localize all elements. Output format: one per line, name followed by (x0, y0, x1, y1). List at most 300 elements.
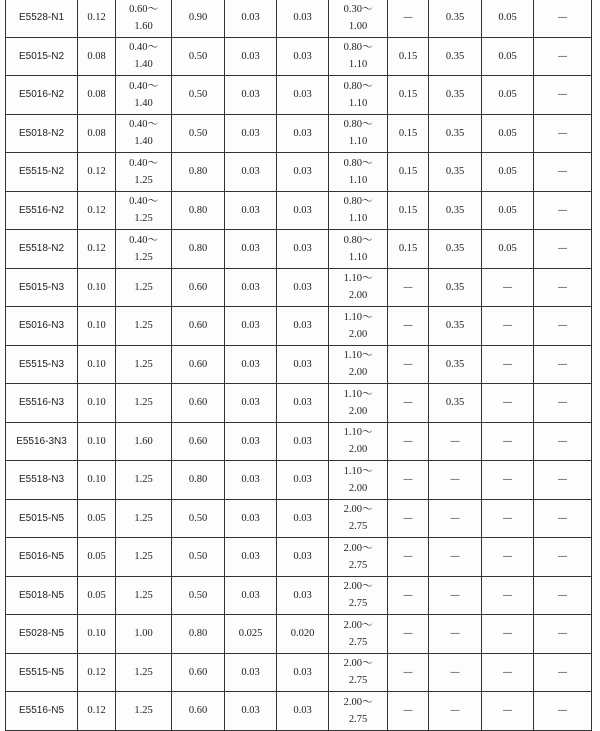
cell-si (172, 499, 225, 538)
range-upper-value: 1.40 (134, 97, 153, 109)
cell-c (78, 653, 116, 692)
cell-s (277, 461, 329, 500)
cell-value: 0.03 (293, 166, 312, 178)
cell-value: 0.35 (445, 166, 465, 178)
cell-cr (388, 230, 429, 269)
dash-mark: — (450, 474, 460, 486)
cell-value: 0.05 (87, 512, 106, 524)
cell-p (225, 307, 277, 346)
cell-grade (6, 307, 78, 346)
cell-v (482, 692, 534, 731)
cell-value: 0.020 (290, 628, 315, 640)
dash-mark: — (557, 89, 568, 101)
table-row (6, 268, 592, 307)
cell-value: 0.03 (241, 166, 260, 178)
cell-s (277, 345, 329, 384)
dash-mark: — (502, 474, 513, 486)
range-upper-value: 2.00 (348, 328, 368, 340)
dash-mark: — (403, 358, 413, 370)
dash-mark: — (403, 589, 413, 601)
dash-mark: — (403, 474, 413, 486)
cell-si (172, 615, 225, 654)
cell-si (172, 0, 225, 37)
table-row (6, 499, 592, 538)
cell-value: 0.03 (241, 705, 260, 717)
cell-value: 0.50 (188, 127, 208, 139)
range-lower-value: 2.00～ (343, 581, 373, 593)
cell-ni (329, 230, 388, 269)
cell-value: 1.25 (134, 320, 153, 332)
cell-grade (6, 461, 78, 500)
cell-grade (6, 114, 78, 153)
cell-v (482, 307, 534, 346)
cell-p (225, 268, 277, 307)
cell-grade (6, 153, 78, 192)
cell-c (78, 345, 116, 384)
cell-mn (116, 114, 172, 153)
dash-mark: — (450, 666, 460, 678)
cell-cr (388, 499, 429, 538)
cell-value: 0.80 (188, 474, 208, 486)
cell-si (172, 538, 225, 577)
cell-s (277, 576, 329, 615)
dash-mark: — (403, 512, 413, 524)
cell-p (225, 153, 277, 192)
cell-value: 0.03 (241, 666, 260, 678)
cell-si (172, 37, 225, 76)
range-upper-value: 1.10 (348, 136, 368, 148)
dash-mark: — (502, 358, 513, 370)
cell-mn (116, 345, 172, 384)
cell-ni (329, 653, 388, 692)
cell-value: E5528-N1 (18, 12, 65, 24)
cell-value: 0.05 (87, 589, 106, 601)
cell-value: 0.08 (87, 127, 106, 139)
cell-other (534, 615, 592, 654)
cell-value: E5015-N2 (18, 50, 65, 62)
cell-value: 0.60 (188, 705, 208, 717)
range-upper-value: 2.00 (348, 367, 368, 379)
cell-value: 0.03 (241, 397, 260, 409)
cell-value: 0.03 (293, 89, 312, 101)
range-lower-value: 1.10～ (343, 388, 373, 400)
cell-value: 0.10 (87, 358, 106, 370)
cell-grade (6, 499, 78, 538)
range-lower-value: 0.80～ (343, 196, 373, 208)
cell-other (534, 461, 592, 500)
range-upper-value: 2.75 (348, 598, 368, 610)
cell-value: E5515-N3 (18, 358, 65, 370)
cell-p (225, 191, 277, 230)
cell-c (78, 191, 116, 230)
cell-value: 0.35 (445, 358, 465, 370)
cell-value: 0.10 (87, 281, 106, 293)
cell-value: 0.35 (445, 127, 465, 139)
cell-c (78, 37, 116, 76)
dash-mark: — (450, 628, 460, 640)
cell-p (225, 114, 277, 153)
cell-value: E5516-3N3 (16, 435, 67, 447)
cell-value: E5515-N2 (18, 166, 65, 178)
dash-mark: — (557, 512, 568, 524)
cell-value: 0.80 (188, 628, 208, 640)
cell-grade (6, 692, 78, 731)
range-lower-value: 0.40～ (129, 42, 158, 54)
cell-cr (388, 76, 429, 115)
cell-p (225, 499, 277, 538)
cell-value: 0.60 (188, 397, 208, 409)
cell-s (277, 307, 329, 346)
cell-ni (329, 268, 388, 307)
cell-value: 0.03 (293, 127, 312, 139)
range-lower-value: 2.00～ (343, 542, 373, 554)
dash-mark: — (403, 705, 413, 717)
table-row (6, 576, 592, 615)
cell-value: 0.10 (87, 628, 106, 640)
cell-v (482, 461, 534, 500)
cell-p (225, 576, 277, 615)
cell-grade (6, 345, 78, 384)
cell-c (78, 0, 116, 37)
table-row (6, 538, 592, 577)
range-upper-value: 1.40 (134, 59, 153, 71)
dash-mark: — (450, 551, 460, 563)
cell-cr (388, 384, 429, 423)
dash-mark: — (557, 628, 568, 640)
cell-other (534, 191, 592, 230)
cell-value: 1.25 (134, 358, 153, 370)
cell-value: 0.60 (188, 435, 208, 447)
cell-value: 0.35 (445, 204, 465, 216)
cell-value: 0.80 (188, 243, 208, 255)
composition-table (5, 0, 592, 731)
cell-value: 0.35 (445, 243, 465, 255)
cell-si (172, 191, 225, 230)
cell-mo (429, 191, 482, 230)
cell-grade (6, 384, 78, 423)
cell-other (534, 114, 592, 153)
table-row (6, 153, 592, 192)
cell-other (534, 576, 592, 615)
cell-value: 1.25 (134, 589, 153, 601)
cell-cr (388, 0, 429, 37)
range-lower-value: 1.10～ (343, 350, 373, 362)
dash-mark: — (403, 320, 413, 332)
dash-mark: — (403, 628, 413, 640)
cell-value: E5516-N3 (18, 397, 65, 409)
cell-value: 1.60 (134, 435, 153, 447)
dash-mark: — (450, 589, 460, 601)
table-row (6, 692, 592, 731)
cell-mn (116, 461, 172, 500)
cell-p (225, 692, 277, 731)
cell-mn (116, 499, 172, 538)
cell-value: 0.35 (445, 397, 465, 409)
cell-grade (6, 538, 78, 577)
cell-value: E5016-N2 (18, 89, 65, 101)
dash-mark: — (557, 50, 568, 62)
range-lower-value: 2.00～ (343, 658, 373, 670)
cell-value: 0.50 (188, 50, 208, 62)
cell-s (277, 114, 329, 153)
cell-value: 0.05 (498, 50, 517, 62)
table-row (6, 384, 592, 423)
cell-s (277, 268, 329, 307)
cell-mo (429, 461, 482, 500)
range-upper-value: 2.75 (348, 521, 368, 533)
cell-c (78, 422, 116, 461)
cell-si (172, 384, 225, 423)
cell-mn (116, 692, 172, 731)
cell-grade (6, 653, 78, 692)
cell-mo (429, 0, 482, 37)
cell-value: 0.12 (87, 12, 106, 24)
dash-mark: — (502, 589, 513, 601)
range-upper-value: 2.00 (348, 290, 368, 302)
table-row (6, 345, 592, 384)
cell-value: 0.03 (293, 435, 312, 447)
cell-ni (329, 538, 388, 577)
cell-value: 0.60 (188, 281, 208, 293)
cell-value: 0.60 (188, 358, 208, 370)
cell-c (78, 268, 116, 307)
range-lower-value: 1.10～ (343, 427, 373, 439)
cell-value: E5016-N3 (18, 320, 65, 332)
range-upper-value: 1.25 (134, 174, 153, 186)
cell-value: 0.03 (241, 474, 260, 486)
dash-mark: — (502, 666, 513, 678)
cell-mn (116, 0, 172, 37)
range-upper-value: 1.40 (134, 136, 153, 148)
cell-value: 0.05 (498, 89, 517, 101)
dash-mark: — (403, 666, 413, 678)
dash-mark: — (502, 320, 513, 332)
cell-si (172, 76, 225, 115)
cell-value: 0.03 (241, 204, 260, 216)
cell-ni (329, 307, 388, 346)
cell-cr (388, 538, 429, 577)
cell-value: 1.25 (134, 474, 153, 486)
cell-grade (6, 0, 78, 37)
table-row (6, 37, 592, 76)
dash-mark: — (403, 397, 413, 409)
cell-s (277, 384, 329, 423)
range-upper-value: 2.00 (348, 482, 368, 494)
cell-ni (329, 76, 388, 115)
range-lower-value: 0.40～ (129, 119, 158, 131)
cell-value: 0.03 (293, 320, 312, 332)
cell-mo (429, 37, 482, 76)
cell-cr (388, 615, 429, 654)
cell-mn (116, 384, 172, 423)
cell-value: 0.50 (188, 551, 208, 563)
cell-ni (329, 153, 388, 192)
cell-value: 0.05 (498, 127, 517, 139)
cell-value: 0.10 (87, 474, 106, 486)
range-upper-value: 1.10 (348, 59, 368, 71)
cell-other (534, 422, 592, 461)
cell-value: 0.03 (293, 705, 312, 717)
cell-si (172, 653, 225, 692)
dash-mark: — (557, 474, 568, 486)
cell-mo (429, 653, 482, 692)
cell-value: 1.25 (134, 512, 153, 524)
cell-mo (429, 114, 482, 153)
cell-s (277, 191, 329, 230)
cell-value: 0.025 (238, 628, 263, 640)
cell-si (172, 692, 225, 731)
cell-cr (388, 692, 429, 731)
table-row (6, 114, 592, 153)
cell-ni (329, 384, 388, 423)
dash-mark: — (502, 397, 513, 409)
cell-value: 0.50 (188, 512, 208, 524)
cell-other (534, 345, 592, 384)
cell-p (225, 422, 277, 461)
dash-mark: — (557, 705, 568, 717)
dash-mark: — (502, 705, 513, 717)
cell-c (78, 615, 116, 654)
cell-v (482, 268, 534, 307)
range-lower-value: 0.80～ (343, 234, 373, 246)
cell-mn (116, 268, 172, 307)
cell-value: 0.03 (241, 89, 260, 101)
cell-cr (388, 576, 429, 615)
cell-value: 0.15 (398, 50, 418, 62)
cell-p (225, 653, 277, 692)
cell-value: 0.03 (293, 551, 312, 563)
cell-s (277, 76, 329, 115)
dash-mark: — (557, 204, 568, 216)
range-lower-value: 1.10～ (343, 465, 373, 477)
cell-c (78, 499, 116, 538)
table-row (6, 191, 592, 230)
cell-grade (6, 76, 78, 115)
cell-value: E5018-N5 (18, 589, 65, 601)
cell-other (534, 307, 592, 346)
cell-value: 1.25 (134, 397, 153, 409)
cell-mn (116, 230, 172, 269)
cell-value: E5516-N2 (18, 204, 65, 216)
cell-value: E5018-N2 (18, 127, 65, 139)
cell-cr (388, 422, 429, 461)
cell-mn (116, 153, 172, 192)
cell-p (225, 615, 277, 654)
cell-mn (116, 307, 172, 346)
dash-mark: — (557, 358, 568, 370)
range-upper-value: 1.10 (348, 97, 368, 109)
cell-c (78, 538, 116, 577)
cell-mn (116, 76, 172, 115)
cell-cr (388, 307, 429, 346)
cell-v (482, 384, 534, 423)
cell-v (482, 615, 534, 654)
dash-mark: — (557, 320, 568, 332)
cell-v (482, 653, 534, 692)
dash-mark: — (403, 551, 413, 563)
cell-value: 0.35 (445, 89, 465, 101)
cell-mo (429, 538, 482, 577)
cell-si (172, 461, 225, 500)
cell-v (482, 76, 534, 115)
cell-value: 0.03 (241, 281, 260, 293)
cell-cr (388, 653, 429, 692)
cell-value: E5515-N5 (18, 666, 65, 678)
cell-value: 0.03 (241, 320, 260, 332)
range-lower-value: 0.40～ (129, 196, 158, 208)
cell-cr (388, 37, 429, 76)
cell-p (225, 345, 277, 384)
cell-s (277, 692, 329, 731)
cell-value: 0.03 (241, 512, 260, 524)
cell-value: 0.03 (293, 512, 312, 524)
cell-s (277, 615, 329, 654)
cell-v (482, 191, 534, 230)
cell-ni (329, 345, 388, 384)
dash-mark: — (557, 243, 568, 255)
cell-value: 0.12 (87, 166, 106, 178)
range-upper-value: 2.75 (348, 713, 368, 725)
cell-value: 0.05 (498, 204, 517, 216)
dash-mark: — (557, 166, 568, 178)
cell-value: 0.05 (498, 243, 517, 255)
cell-cr (388, 114, 429, 153)
cell-other (534, 384, 592, 423)
cell-s (277, 653, 329, 692)
cell-s (277, 422, 329, 461)
cell-mn (116, 576, 172, 615)
cell-value: 0.12 (87, 204, 106, 216)
dash-mark: — (557, 397, 568, 409)
dash-mark: — (403, 281, 413, 293)
cell-value: 0.80 (188, 204, 208, 216)
cell-v (482, 114, 534, 153)
dash-mark: — (450, 705, 460, 717)
cell-value: 0.15 (398, 127, 418, 139)
range-upper-value: 1.25 (134, 213, 153, 225)
cell-si (172, 345, 225, 384)
cell-ni (329, 499, 388, 538)
cell-grade (6, 615, 78, 654)
range-upper-value: 1.60 (134, 20, 153, 32)
range-upper-value: 2.75 (348, 559, 368, 571)
cell-value: 0.03 (241, 127, 260, 139)
table-row (6, 307, 592, 346)
range-lower-value: 2.00～ (343, 619, 373, 631)
cell-p (225, 76, 277, 115)
cell-value: 0.03 (241, 12, 260, 24)
cell-value: E5015-N3 (18, 281, 65, 293)
range-lower-value: 0.40～ (129, 80, 158, 92)
table-body (6, 0, 592, 730)
cell-value: 0.03 (241, 551, 260, 563)
cell-value: 0.08 (87, 50, 106, 62)
cell-value: 0.50 (188, 89, 208, 101)
cell-other (534, 153, 592, 192)
cell-mo (429, 615, 482, 654)
cell-mn (116, 37, 172, 76)
cell-mo (429, 76, 482, 115)
range-upper-value: 2.75 (348, 636, 368, 648)
cell-mn (116, 615, 172, 654)
cell-v (482, 499, 534, 538)
dash-mark: — (450, 435, 460, 447)
cell-cr (388, 153, 429, 192)
table-row (6, 230, 592, 269)
cell-cr (388, 268, 429, 307)
cell-value: 0.35 (445, 320, 465, 332)
dash-mark: — (502, 551, 513, 563)
